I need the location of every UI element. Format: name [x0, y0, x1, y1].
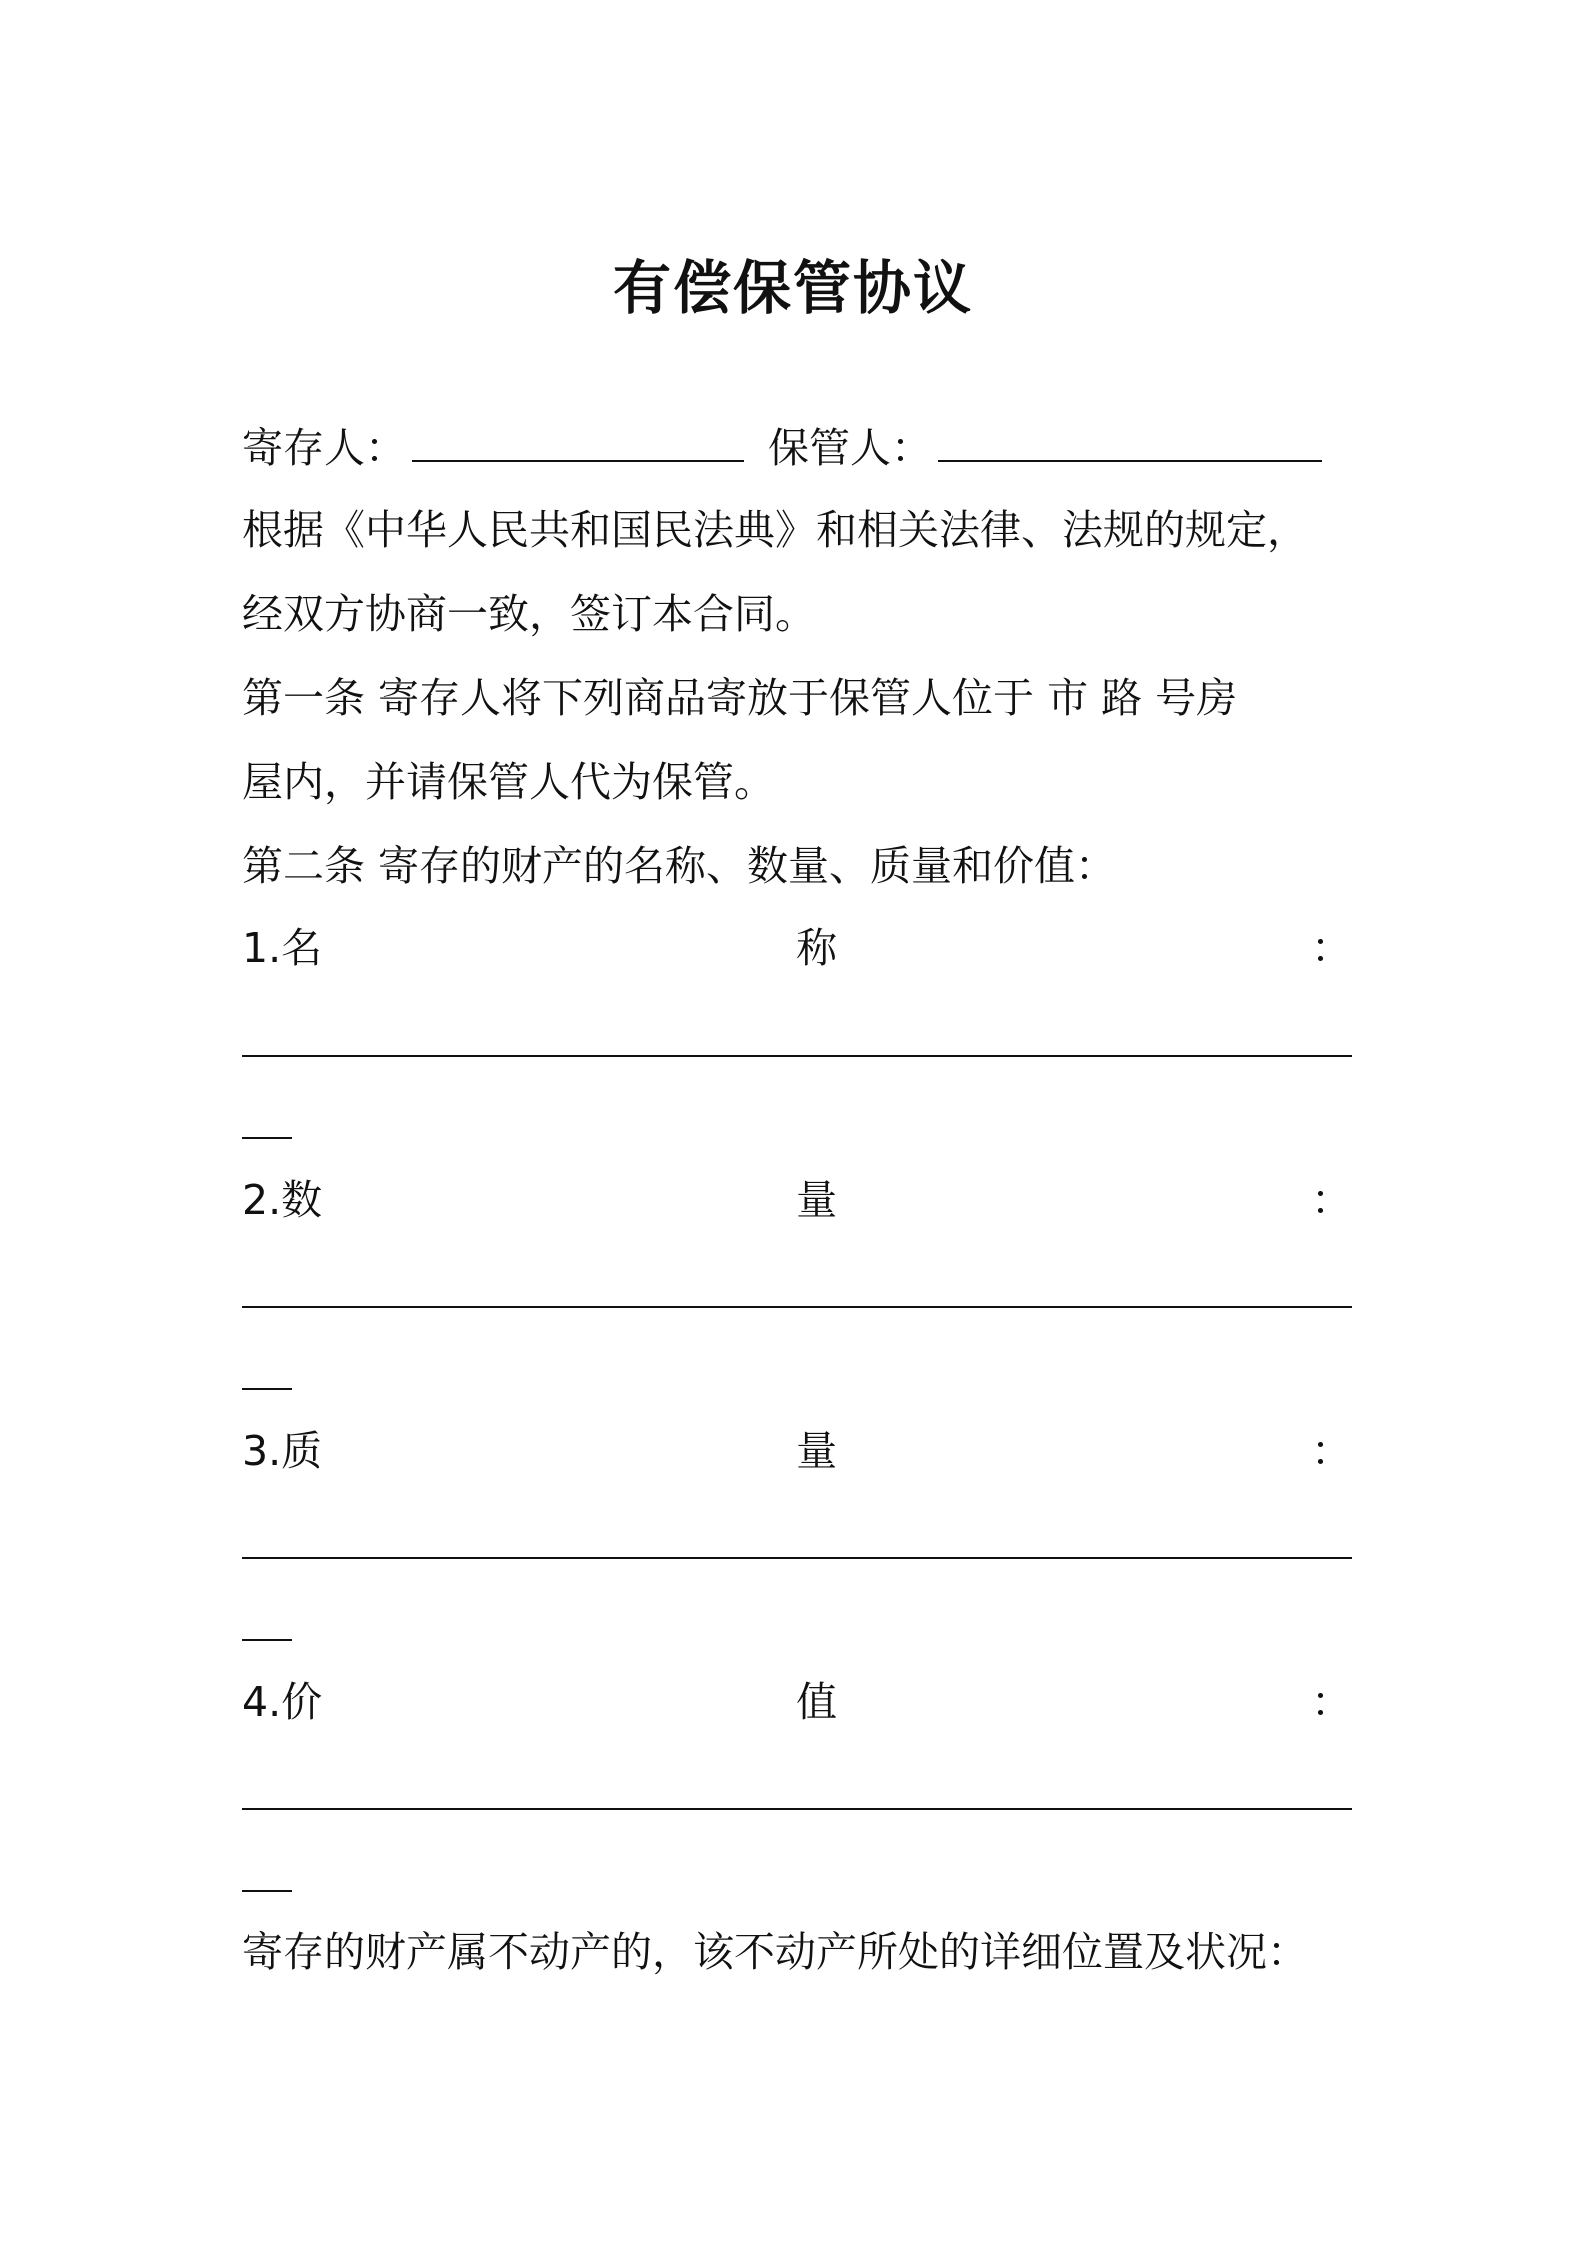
article2-heading: 第二条 寄存的财产的名称、数量、质量和价值： [242, 842, 1117, 890]
field-quantity-colon: ： [1311, 1176, 1352, 1224]
field-name-label: 1.名 [242, 924, 323, 972]
field-value-mid: 值 [796, 1678, 838, 1726]
depositor-blank[interactable] [412, 420, 744, 462]
preamble-line-1: 根据《中华人民共和国民法典》和相关法律、法规的规定， [242, 506, 1308, 554]
field-quality-row [242, 1421, 1352, 1481]
parties-line [242, 418, 1352, 478]
field-name-row [242, 918, 1352, 978]
custodian-label: 保管人： [768, 424, 932, 472]
field-quantity-blank[interactable] [242, 1306, 1352, 1308]
field-quality-mid: 量 [796, 1427, 838, 1475]
field-quality-label: 3.质 [242, 1427, 323, 1475]
field-name-mid: 称 [796, 924, 838, 972]
field-value-colon: ： [1311, 1678, 1352, 1726]
document-title: 有偿保管协议 [612, 254, 973, 322]
field-value-label: 4.价 [242, 1678, 323, 1726]
custodian-blank[interactable] [938, 420, 1322, 462]
field-name-blank-cont [242, 1137, 292, 1139]
field-quantity-blank-cont [242, 1388, 292, 1390]
preamble-line-2: 经双方协商一致，签订本合同。 [242, 590, 816, 638]
field-value-blank-cont [242, 1890, 292, 1892]
field-quantity-row [242, 1170, 1352, 1230]
field-quantity-label: 2.数 [242, 1176, 323, 1224]
depositor-label: 寄存人： [242, 424, 406, 472]
field-quality-blank-cont [242, 1639, 292, 1641]
field-quantity-mid: 量 [796, 1176, 838, 1224]
field-name-colon: ： [1311, 924, 1352, 972]
field-value-row [242, 1672, 1352, 1732]
article1-line-1: 第一条 寄存人将下列商品寄放于保管人位于 市 路 号房 [242, 674, 1238, 722]
field-quality-blank[interactable] [242, 1557, 1352, 1559]
real-estate-line: 寄存的财产属不动产的，该不动产所处的详细位置及状况： [242, 1928, 1308, 1976]
field-value-blank[interactable] [242, 1808, 1352, 1810]
article1-line-2: 屋内，并请保管人代为保管。 [242, 758, 775, 806]
field-quality-colon: ： [1311, 1427, 1352, 1475]
field-name-blank[interactable] [242, 1055, 1352, 1057]
